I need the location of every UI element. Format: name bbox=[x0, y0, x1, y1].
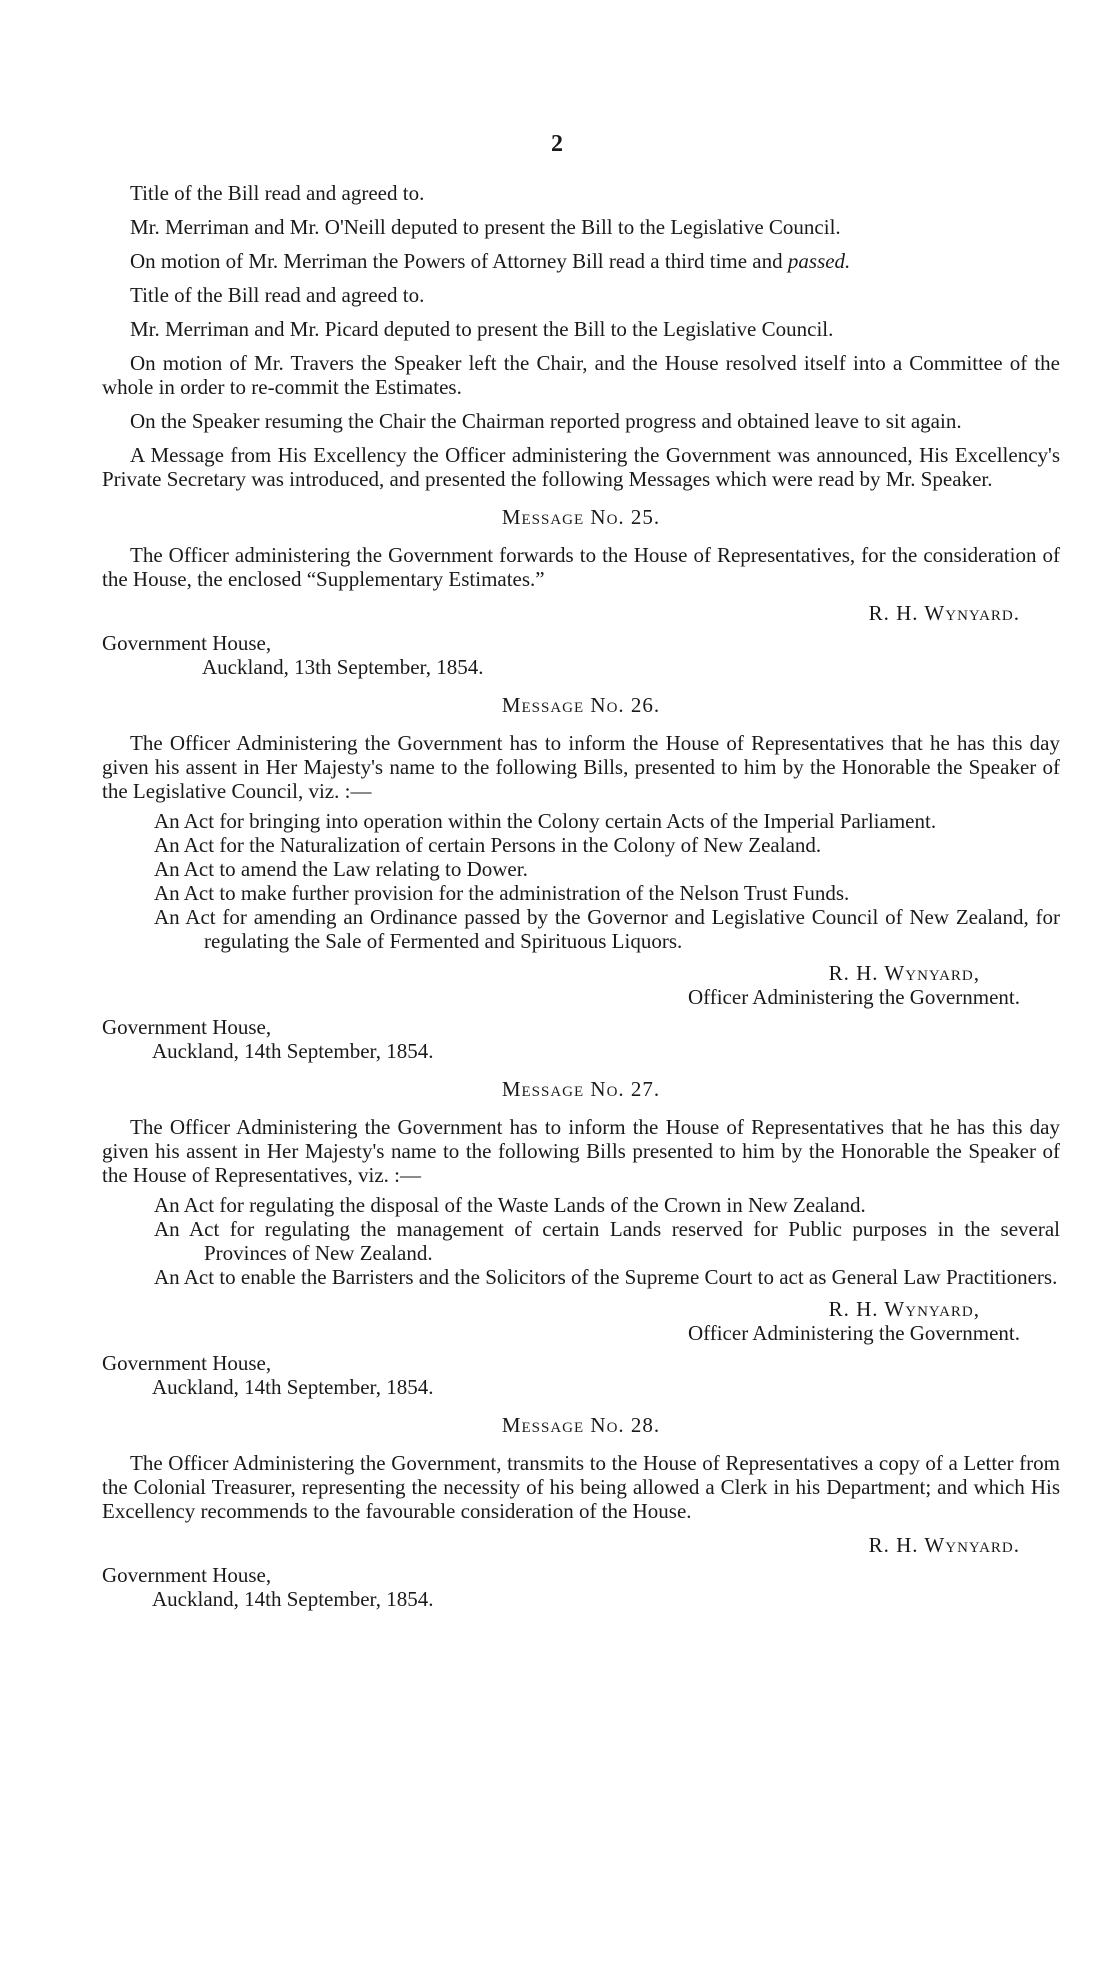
message-27-acts bbox=[154, 1193, 1060, 1289]
message-27-body: The Officer Administering the Government has to inform the House of Representatives that he has this day given his assent in Her Majesty's name to the following Bills presented to him by the Honorable the Speaker of the House of Representatives, viz. :— bbox=[102, 1115, 1060, 1187]
message-25-signature: R. H. Wynyard. bbox=[868, 601, 1020, 625]
message-26-signature: R. H. Wynyard, bbox=[828, 961, 980, 985]
message-26-acts bbox=[154, 809, 1060, 953]
message-25-address-line2: Auckland, 13th September, 1854. bbox=[202, 655, 484, 679]
message-25-address-line1: Government House, bbox=[102, 631, 272, 655]
paragraph-deputed-picard: Mr. Merriman and Mr. Picard deputed to present the Bill to the Legislative Council. bbox=[130, 317, 834, 341]
message-28-address-line2: Auckland, 14th September, 1854. bbox=[152, 1587, 434, 1611]
list-item: An Act to amend the Law relating to Dower. bbox=[154, 857, 528, 881]
page-number: 2 bbox=[551, 131, 563, 157]
message-26-body: The Officer Administering the Government has to inform the House of Representatives that he has this day given his assent in Her Majesty's name to the following Bills, presented to him by the Honorable the Speaker of the Legislative Council, viz. :— bbox=[102, 731, 1060, 803]
message-27-heading: Message No. 27. bbox=[501, 1077, 661, 1101]
message-27-address bbox=[102, 1351, 1060, 1399]
list-item: An Act for amending an Ordinance passed by the Governor and Legislative Council of New Zealand, for regulating the Sale of Fermented and Spirituous Liquors. bbox=[154, 905, 1060, 953]
powers-motion-passed: passed. bbox=[787, 249, 851, 273]
paragraph-committee-estimates: On motion of Mr. Travers the Speaker left the Chair, and the House resolved itself into a Committee of the whole in order to re-commit the Estimates. bbox=[102, 351, 1060, 399]
message-28 bbox=[102, 1413, 1060, 1611]
message-27 bbox=[102, 1077, 1060, 1399]
message-26-address-line2: Auckland, 14th September, 1854. bbox=[152, 1039, 434, 1063]
message-28-address-line1: Government House, bbox=[102, 1563, 272, 1587]
message-27-address-line2: Auckland, 14th September, 1854. bbox=[152, 1375, 434, 1399]
message-26-address bbox=[102, 1015, 1060, 1063]
message-26-signature-title: Officer Administering the Government. bbox=[687, 985, 1020, 1009]
message-27-address-line1: Government House, bbox=[102, 1351, 272, 1375]
list-item: An Act for regulating the management of certain Lands reserved for Public purposes in the several Provinces of New Zealand. bbox=[154, 1217, 1060, 1265]
message-28-heading: Message No. 28. bbox=[501, 1413, 661, 1437]
message-25 bbox=[102, 505, 1060, 679]
message-28-body: The Officer Administering the Government, transmits to the House of Representatives a copy of a Letter from the Colonial Treasurer, representing the necessity of his being allowed a Clerk in his Department; and which His Excellency recommends to the favourable consideration of the House. bbox=[102, 1451, 1060, 1523]
paragraph-title-agreed: Title of the Bill read and agreed to. bbox=[130, 181, 425, 205]
message-26 bbox=[102, 693, 1060, 1063]
message-25-heading: Message No. 25. bbox=[501, 505, 661, 529]
message-25-address bbox=[102, 631, 1060, 679]
list-item: An Act to make further provision for the administration of the Nelson Trust Funds. bbox=[154, 881, 850, 905]
message-28-signature: R. H. Wynyard. bbox=[868, 1533, 1020, 1557]
document-body bbox=[102, 181, 1060, 1611]
message-27-signature-block bbox=[102, 1297, 1060, 1345]
list-item: An Act for regulating the disposal of the Waste Lands of the Crown in New Zealand. bbox=[154, 1193, 866, 1217]
message-26-address-line1: Government House, bbox=[102, 1015, 272, 1039]
message-27-signature: R. H. Wynyard, bbox=[828, 1297, 980, 1321]
message-25-body: The Officer administering the Government forwards to the House of Representatives, for the consideration of the House, the enclosed “Supplementary Estimates.” bbox=[102, 543, 1060, 591]
message-26-signature-block bbox=[102, 961, 1060, 1009]
paragraph-powers-of-attorney bbox=[102, 249, 1060, 273]
message-28-address bbox=[102, 1563, 1060, 1611]
paragraph-deputed-oneill: Mr. Merriman and Mr. O'Neill deputed to present the Bill to the Legislative Council. bbox=[130, 215, 841, 239]
message-26-heading: Message No. 26. bbox=[501, 693, 661, 717]
list-item: An Act for the Naturalization of certain Persons in the Colony of New Zealand. bbox=[154, 833, 822, 857]
paragraph-title-agreed-2: Title of the Bill read and agreed to. bbox=[130, 283, 425, 307]
paragraph-message-announced: A Message from His Excellency the Officer administering the Government was announced, His Excellency's Private Secretary was introduced, and presented the following Messages which were read by Mr. Speaker. bbox=[102, 443, 1060, 491]
list-item: An Act for bringing into operation within the Colony certain Acts of the Imperial Parliament. bbox=[154, 809, 937, 833]
powers-motion-text: On motion of Mr. Merriman the Powers of Attorney Bill read a third time and bbox=[130, 249, 783, 273]
list-item: An Act to enable the Barristers and the Solicitors of the Supreme Court to act as General Law Practitioners. bbox=[154, 1265, 1058, 1289]
paragraph-speaker-resuming: On the Speaker resuming the Chair the Chairman reported progress and obtained leave to sit again. bbox=[130, 409, 962, 433]
message-27-signature-title: Officer Administering the Government. bbox=[687, 1321, 1020, 1345]
